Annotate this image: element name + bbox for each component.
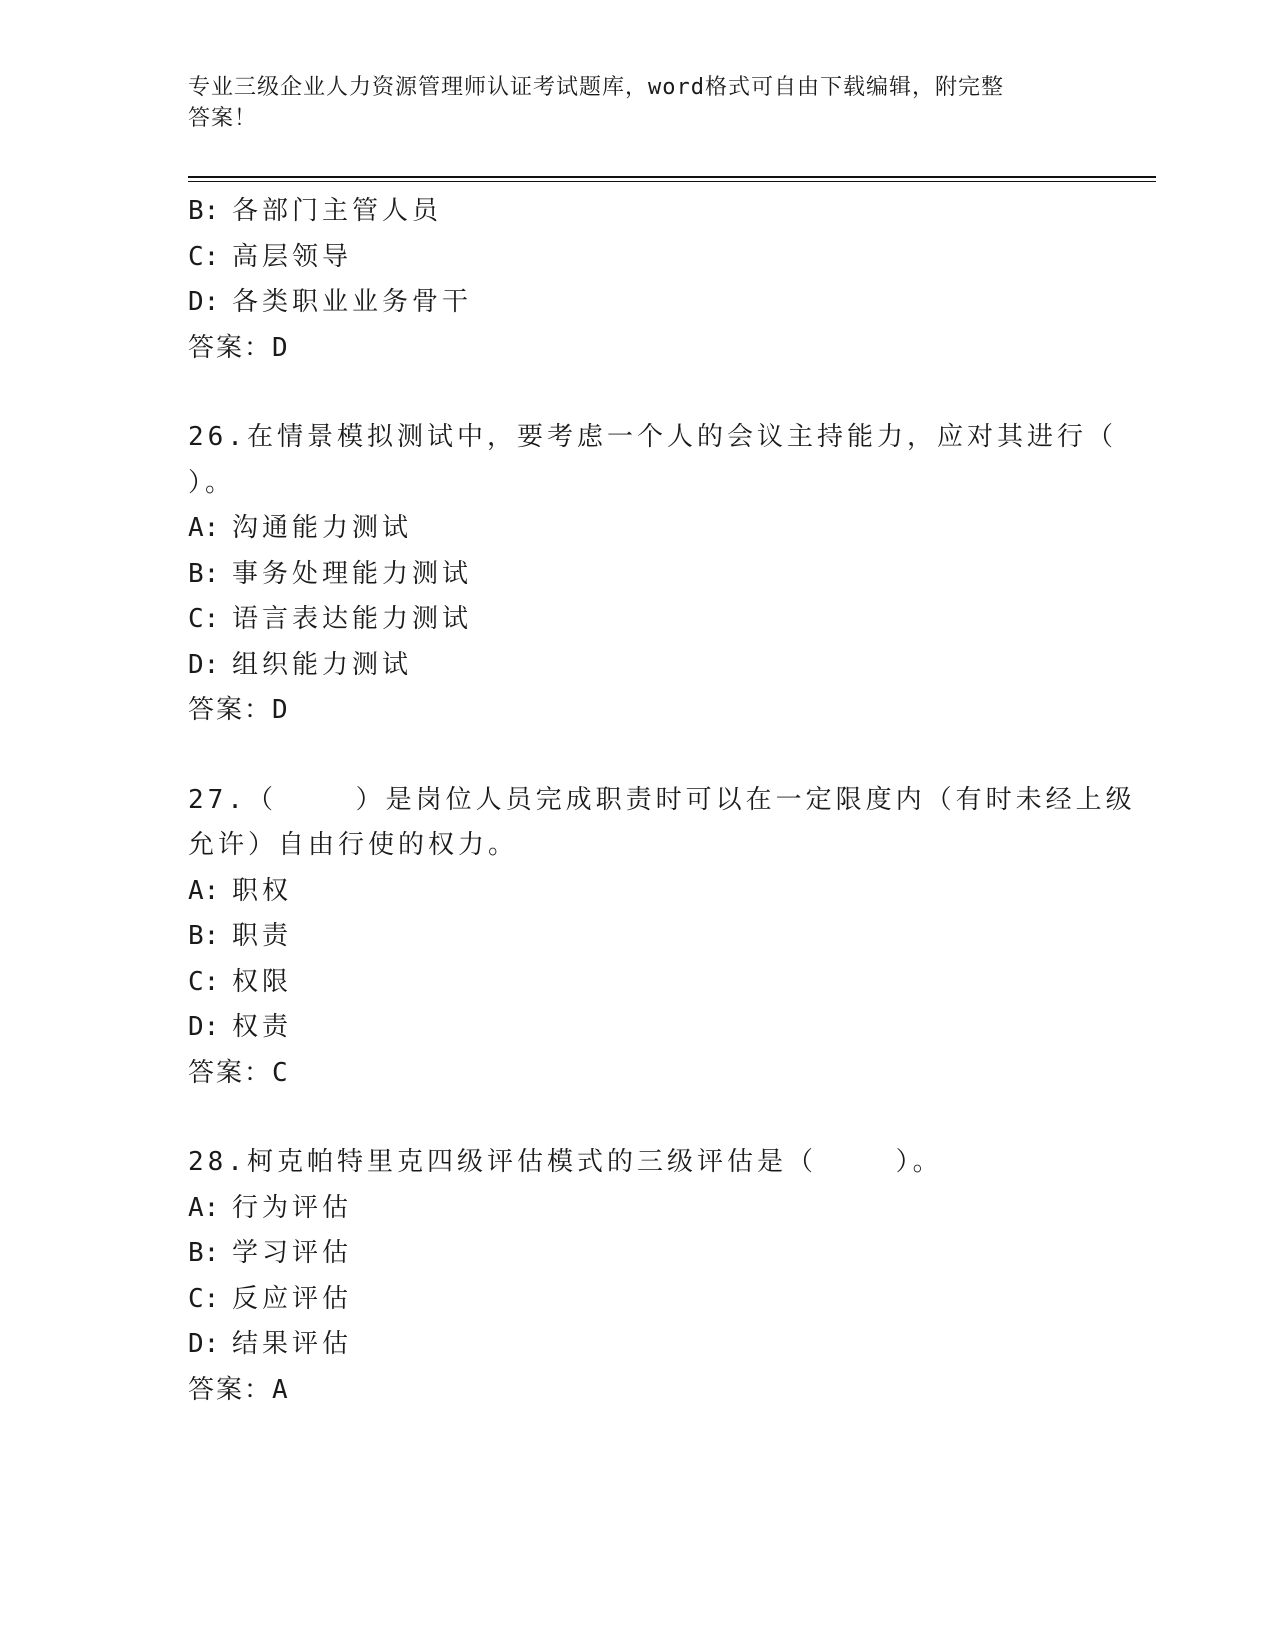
- option-letter: C:: [188, 241, 220, 272]
- option-b: [188, 1231, 1088, 1277]
- option-text: 组织能力测试: [232, 649, 413, 680]
- option-letter: B:: [188, 558, 220, 589]
- option-letter: A:: [188, 875, 220, 906]
- answer-label: 答案：: [188, 1057, 273, 1088]
- question-block-27: [188, 778, 1136, 1097]
- option-text: 行为评估: [232, 1192, 353, 1223]
- option-text: 权限: [232, 966, 293, 997]
- option-letter: B:: [188, 196, 220, 226]
- option-letter: C:: [188, 1283, 220, 1314]
- option-d: [188, 280, 1088, 326]
- option-text: 职责: [232, 921, 293, 951]
- option-d: [188, 643, 1088, 689]
- answer-line: [188, 1368, 1088, 1414]
- answer-label: 答案：: [188, 332, 273, 363]
- option-letter: D:: [188, 649, 220, 680]
- option-text: 权责: [232, 1012, 293, 1042]
- option-d: [188, 1005, 1088, 1051]
- answer-value: D: [272, 695, 290, 725]
- question-stem-line-1: 27.（ ）是岗位人员完成职责时可以在一定限度内（有时未经上级: [188, 784, 1136, 815]
- option-letter: D:: [188, 287, 220, 317]
- question-stem-line-1: 26.在情景模拟测试中，要考虑一个人的会议主持能力，应对其进行（: [188, 422, 1117, 452]
- option-text: 各部门主管人员: [232, 196, 443, 226]
- answer-line: [188, 688, 1088, 734]
- option-c: [188, 1277, 1088, 1323]
- question-list: [188, 189, 1136, 1413]
- option-c: [188, 235, 1088, 281]
- question-block-26: [188, 415, 1117, 734]
- question-stem-line-1: 28.柯克帕特里克四级评估模式的三级评估是（ ）。: [188, 1147, 943, 1177]
- question-gap: [188, 734, 1088, 778]
- answer-value: D: [272, 332, 290, 363]
- option-text: 职权: [232, 875, 293, 906]
- option-a: [188, 869, 1088, 915]
- option-text: 事务处理能力测试: [232, 558, 473, 589]
- option-b: [188, 189, 1088, 235]
- question-block-28: [188, 1140, 1088, 1413]
- question-stem-line-2: 允许）自由行使的权力。: [188, 830, 519, 860]
- answer-line: [188, 326, 1088, 372]
- option-text: 学习评估: [232, 1238, 353, 1268]
- answer-label: 答案：: [188, 1374, 273, 1405]
- question-gap: [188, 371, 1088, 415]
- answer-label: 答案：: [188, 695, 273, 725]
- option-letter: D:: [188, 1012, 220, 1042]
- header-line-2: 答案！: [188, 106, 258, 131]
- question-stem-line-2: ）。: [188, 467, 236, 498]
- document-header: [188, 72, 1068, 134]
- header-divider-thin: [188, 181, 1156, 182]
- option-a: [188, 506, 1088, 552]
- option-text: 沟通能力测试: [232, 513, 413, 543]
- question-block-25-continued: [188, 189, 1088, 371]
- question-gap: [188, 1096, 1088, 1140]
- header-divider-thick: [188, 176, 1156, 178]
- answer-line: [188, 1051, 1088, 1097]
- option-text: 高层领导: [232, 241, 353, 272]
- option-c: [188, 597, 1088, 643]
- option-text: 结果评估: [232, 1329, 353, 1359]
- option-letter: C:: [188, 966, 220, 997]
- option-b: [188, 914, 1088, 960]
- option-c: [188, 960, 1088, 1006]
- option-text: 反应评估: [232, 1283, 353, 1314]
- answer-value: C: [272, 1057, 290, 1088]
- option-d: [188, 1322, 1088, 1368]
- option-letter: A:: [188, 513, 220, 543]
- option-letter: C:: [188, 604, 220, 634]
- answer-value: A: [272, 1374, 290, 1405]
- option-b: [188, 552, 1088, 598]
- header-line-1: 专业三级企业人力资源管理师认证考试题库，word格式可自由下载编辑，附完整: [188, 75, 1004, 100]
- option-letter: B:: [188, 1238, 220, 1268]
- option-letter: D:: [188, 1329, 220, 1359]
- option-text: 各类职业业务骨干: [232, 287, 473, 317]
- option-a: [188, 1186, 1088, 1232]
- option-text: 语言表达能力测试: [232, 604, 473, 634]
- option-letter: A:: [188, 1192, 220, 1223]
- option-letter: B:: [188, 921, 220, 951]
